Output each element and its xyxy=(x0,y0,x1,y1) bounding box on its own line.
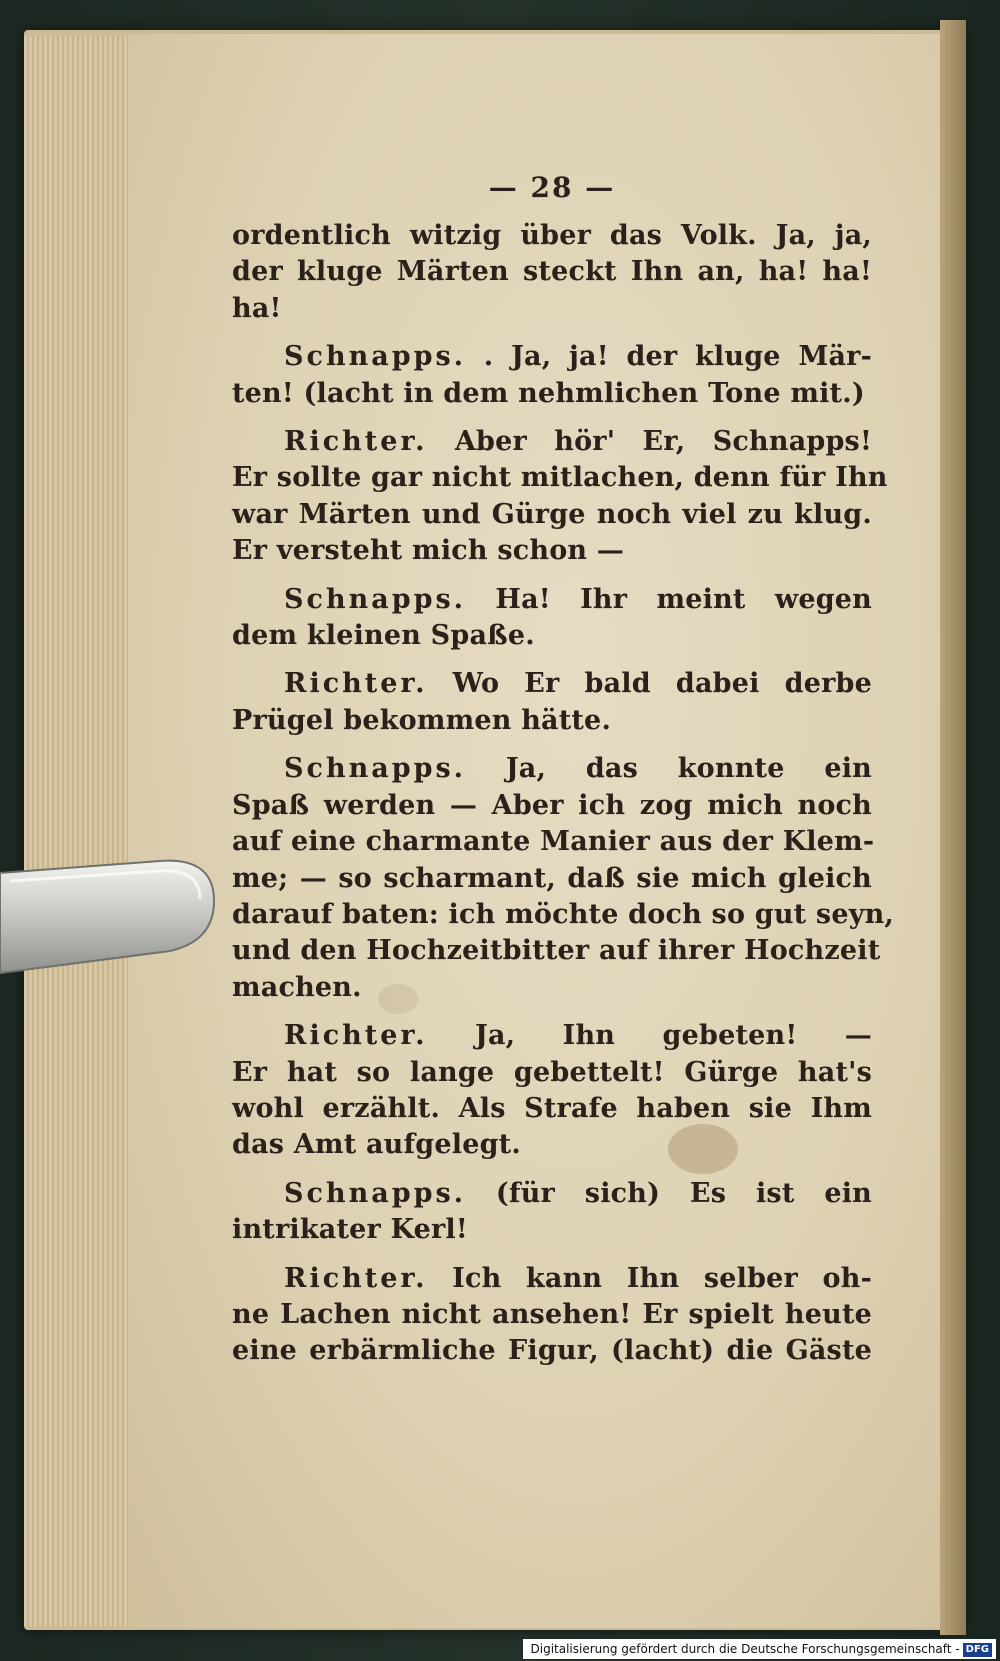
text-line xyxy=(232,1018,872,1054)
text-line: darauf baten: ich möchte doch so gut seyn, xyxy=(232,898,895,930)
speaker-name: Schnapps. xyxy=(284,753,467,785)
text-line: eine erbärmliche Figur, (lacht) die Gäste xyxy=(232,1335,872,1367)
speaker-name: Richter. xyxy=(284,668,428,700)
page-number: — 28 — xyxy=(488,171,616,204)
paragraph xyxy=(232,1261,872,1370)
text-line xyxy=(232,666,872,702)
speech-text: Ich kann Ihn selber oh- xyxy=(452,1262,872,1294)
text-line xyxy=(232,339,872,375)
text-line: wohl erzählt. Als Strafe haben sie Ihm xyxy=(232,1092,872,1124)
paragraph xyxy=(232,339,872,412)
speaker-name: Schnapps. xyxy=(284,583,467,615)
speech-text: Ha! Ihr meint wegen xyxy=(495,583,872,615)
text-line: und den Hochzeitbitter auf ihrer Hochzeit xyxy=(232,935,881,967)
text-line: das Amt aufgelegt. xyxy=(232,1129,521,1161)
text-line: war Märten und Gürge noch viel zu klug. xyxy=(232,498,872,530)
speech-text: . Ja, ja! der kluge Mär- xyxy=(483,341,872,373)
speaker-name: Schnapps. xyxy=(284,1177,467,1209)
dfg-logo-icon: DFG xyxy=(963,1643,992,1657)
text-line xyxy=(232,1176,872,1212)
page-text xyxy=(232,170,895,1382)
metal-clip-icon xyxy=(0,855,220,975)
text-line: machen. xyxy=(232,971,362,1003)
text-line: me; — so scharmant, daß sie mich gleich xyxy=(232,862,872,894)
text-line: Er versteht mich schon — xyxy=(232,535,625,567)
credit-text: Digitalisierung gefördert durch die Deutsche Forschungsgemeinschaft - xyxy=(530,1642,960,1656)
paragraph xyxy=(232,1018,872,1164)
text-line: Er sollte gar nicht mitlachen, denn für Ihn xyxy=(232,462,888,494)
text-line: ordentlich witzig über das Volk. Ja, ja, xyxy=(232,220,872,251)
speech-text: Ja, Ihn gebeten! — xyxy=(474,1020,872,1052)
text-line xyxy=(232,424,872,460)
speech-text: Ja, das konnte ein xyxy=(505,753,872,785)
speaker-name: Schnapps. xyxy=(284,341,467,373)
text-line xyxy=(232,582,872,618)
text-line: auf eine charmante Manier aus der Klem- xyxy=(232,826,875,858)
text-line: Er hat so lange gebettelt! Gürge hat's xyxy=(232,1056,872,1088)
text-line: dem kleinen Spaße. xyxy=(232,620,535,652)
speaker-name: Richter. xyxy=(284,1262,428,1294)
paragraph xyxy=(232,582,872,655)
text-line: Spaß werden — Aber ich zog mich noch xyxy=(232,789,872,821)
paragraph xyxy=(232,218,872,327)
speaker-name: Richter. xyxy=(284,1020,428,1052)
paragraph xyxy=(232,424,888,570)
page-edges xyxy=(24,36,134,1626)
page-right-edge xyxy=(940,20,966,1635)
text-line: ha! xyxy=(232,292,282,324)
text-line xyxy=(232,1261,872,1297)
speaker-name: Richter. xyxy=(284,426,428,458)
speech-text: Aber hör' Er, Schnapps! xyxy=(454,426,873,458)
paragraph xyxy=(232,1176,872,1249)
speech-text: (für sich) Es ist ein xyxy=(495,1177,872,1209)
speech-text: Wo Er bald dabei derbe xyxy=(452,668,872,700)
paragraph xyxy=(232,751,895,1006)
text-line: ten! (lacht in dem nehmlichen Tone mit.) xyxy=(232,377,865,409)
text-line: der kluge Märten steckt Ihn an, ha! ha! xyxy=(232,256,872,288)
text-line: ne Lachen nicht ansehen! Er spielt heute xyxy=(232,1298,872,1330)
digitization-credit xyxy=(523,1639,997,1659)
paragraph xyxy=(232,666,872,739)
text-line: intrikater Kerl! xyxy=(232,1214,468,1246)
text-line: Prügel bekommen hätte. xyxy=(232,704,612,736)
text-line xyxy=(232,751,872,787)
